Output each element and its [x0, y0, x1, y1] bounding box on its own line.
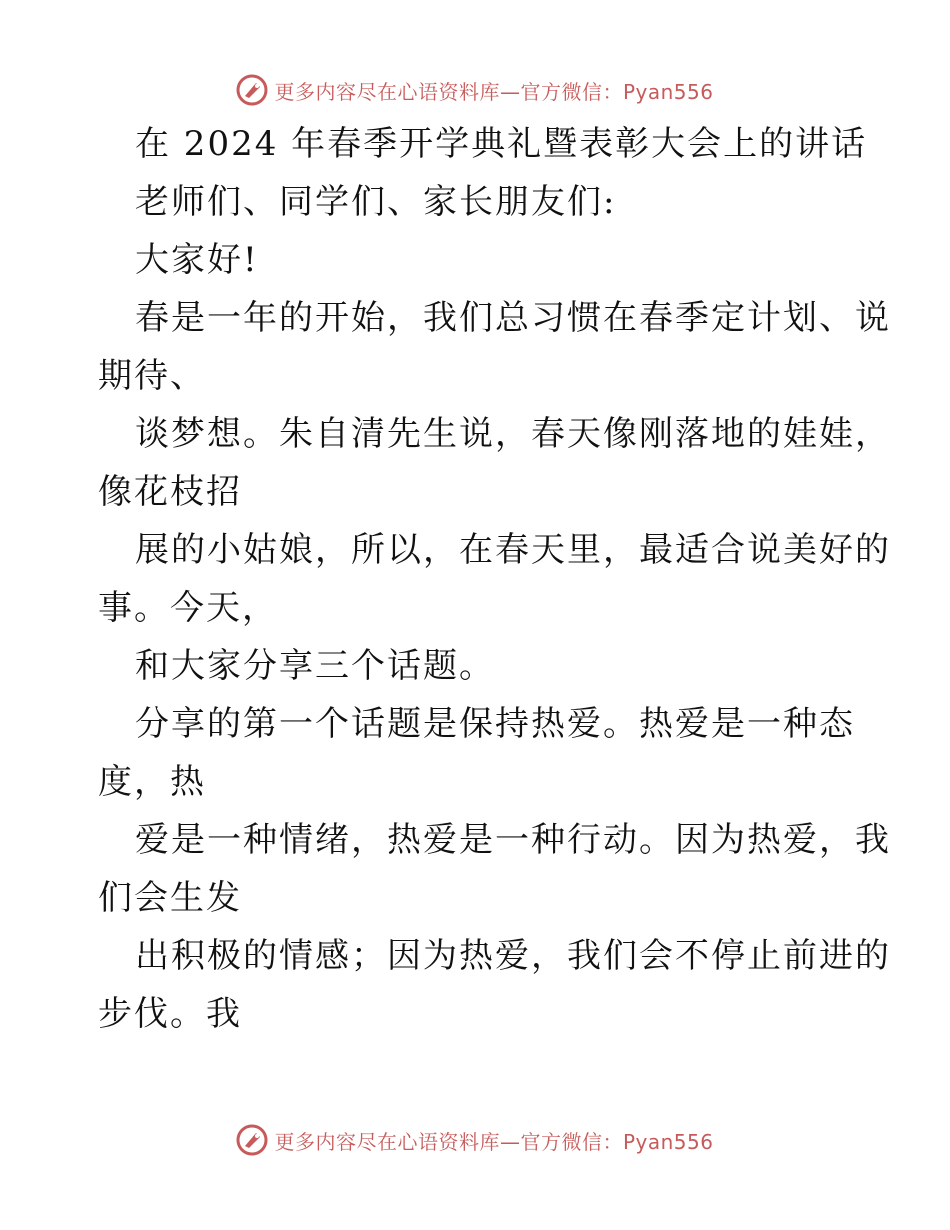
paragraph-line: 谈梦想。朱自清先生说，春天像刚落地的娃娃，	[135, 414, 891, 454]
salutation: 老师们、同学们、家长朋友们:	[135, 182, 617, 222]
paragraph-line: 出积极的情感；因为热爱，我们会不停止前进的	[135, 936, 891, 976]
paragraph-line: 步伐。我	[98, 994, 242, 1034]
paragraph-line: 像花枝招	[98, 472, 242, 512]
paragraph-line: 展的小姑娘，所以，在春天里，最适合说美好的	[135, 530, 891, 570]
paragraph-line: 事。今天，	[98, 588, 278, 628]
banner-text: 更多内容尽在心语资料库—官方微信：Pyan556	[274, 79, 714, 104]
paragraph-line: 和大家分享三个话题。	[135, 646, 495, 686]
paragraph-line: 春是一年的开始，我们总习惯在春季定计划、说	[135, 298, 891, 338]
paragraph-line: 们会生发	[98, 878, 242, 918]
paragraph-line: 爱是一种情绪，热爱是一种行动。因为热爱，我	[135, 820, 891, 860]
banner-text: 更多内容尽在心语资料库—官方微信：Pyan556	[274, 1129, 714, 1154]
document-title: 在 2024 年春季开学典礼暨表彰大会上的讲话	[135, 124, 868, 164]
watermark-banner-top	[0, 70, 950, 110]
greeting: 大家好!	[135, 240, 259, 280]
pen-nib-icon	[236, 1124, 268, 1156]
paragraph-line: 分享的第一个话题是保持热爱。热爱是一种态	[135, 704, 855, 744]
paragraph-line: 期待、	[98, 356, 206, 396]
watermark-banner-bottom	[0, 1120, 950, 1160]
paragraph-line: 度，热	[98, 762, 206, 802]
pen-nib-icon	[236, 74, 268, 106]
